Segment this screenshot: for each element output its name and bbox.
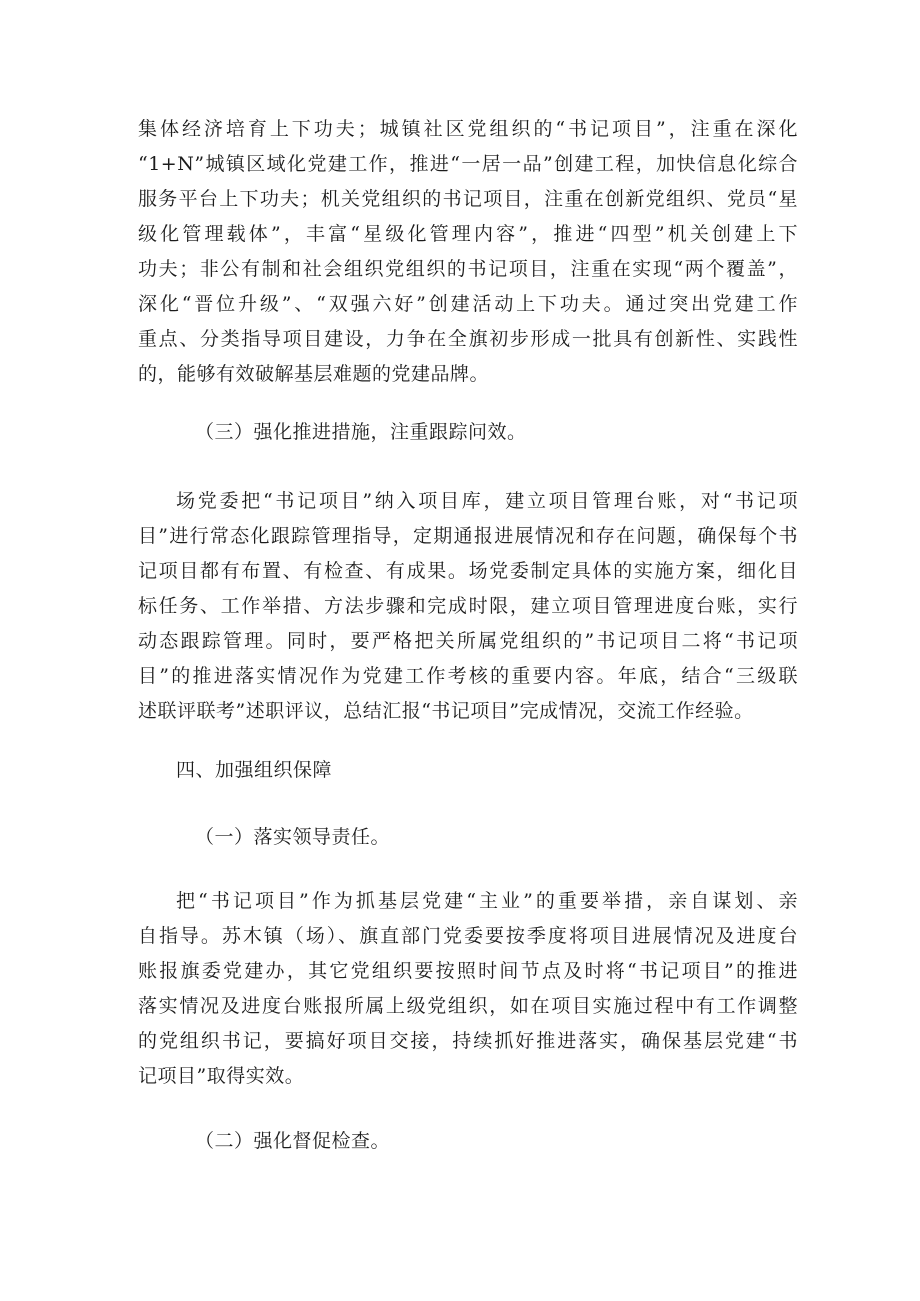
text-line: 的党组织书记，要搞好项目交接，持续抓好推进落实，确保基层党建“书 [138, 1030, 798, 1052]
text-line: 级化管理载体”，丰富“星级化管理内容”，推进“四型”机关创建上下 [138, 223, 798, 245]
text-line: 场党委把“书记项目”纳入项目库，建立项目管理台账，对“书记项 [176, 490, 798, 512]
text-line: 落实情况及进度台账报所属上级党组织，如在项目实施过程中有工作调整 [138, 995, 798, 1017]
subheading-leadership-responsibility: （一）落实领导责任。 [195, 826, 391, 848]
text-line: 的，能够有效破解基层难题的党建品牌。 [138, 363, 490, 385]
text-line: “1+N”城镇区域化党建工作，推进“一居一品”创建工程，加快信息化综合 [138, 153, 798, 175]
text-line: 记项目”取得实效。 [138, 1065, 305, 1087]
text-line: 服务平台上下功夫；机关党组织的书记项目，注重在创新党组织、党员“星 [138, 188, 798, 210]
section-heading-organization: 四、加强组织保障 [176, 759, 333, 781]
text-line: 重点、分类指导项目建设，力争在全旗初步形成一批具有创新性、实践性 [138, 328, 798, 350]
text-line: 记项目都有布置、有检查、有成果。场党委制定具体的实施方案，细化目 [138, 560, 798, 582]
paragraph-leadership [138, 884, 798, 1094]
text-line: 目”进行常态化跟踪管理指导，定期通报进展情况和存在问题，确保每个书 [138, 525, 798, 547]
text-line: 集体经济培育上下功夫；城镇社区党组织的“书记项目”，注重在深化 [138, 118, 798, 140]
text-line: 账报旗委党建办，其它党组织要按照时间节点及时将“书记项目”的推进 [138, 960, 798, 982]
paragraph-project-management [138, 484, 798, 729]
text-line: 深化“晋位升级”、“双强六好”创建活动上下功夫。通过突出党建工作 [138, 293, 798, 315]
text-line: 功夫；非公有制和社会组织党组织的书记项目，注重在实现“两个覆盖”， [138, 258, 798, 280]
text-line: 目”的推进落实情况作为党建工作考核的重要内容。年底，结合“三级联 [138, 665, 798, 687]
text-line: 述联评联考”述职评议，总结汇报“书记项目”完成情况，交流工作经验。 [138, 700, 754, 722]
paragraph-party-projects [138, 112, 798, 392]
text-line: 自指导。苏木镇（场）、旗直部门党委要按季度将项目进展情况及进度台 [138, 925, 798, 947]
text-line: 把“书记项目”作为抓基层党建“主业”的重要举措，亲自谋划、亲 [176, 890, 798, 912]
subheading-tracking-measures: （三）强化推进措施，注重跟踪问效。 [195, 421, 527, 443]
text-line: 标任务、工作举措、方法步骤和完成时限，建立项目管理进度台账，实行 [138, 595, 798, 617]
subheading-supervision: （二）强化督促检查。 [195, 1130, 391, 1152]
text-line: 动态跟踪管理。同时，要严格把关所属党组织的”书记项目二将“书记项 [138, 630, 798, 652]
